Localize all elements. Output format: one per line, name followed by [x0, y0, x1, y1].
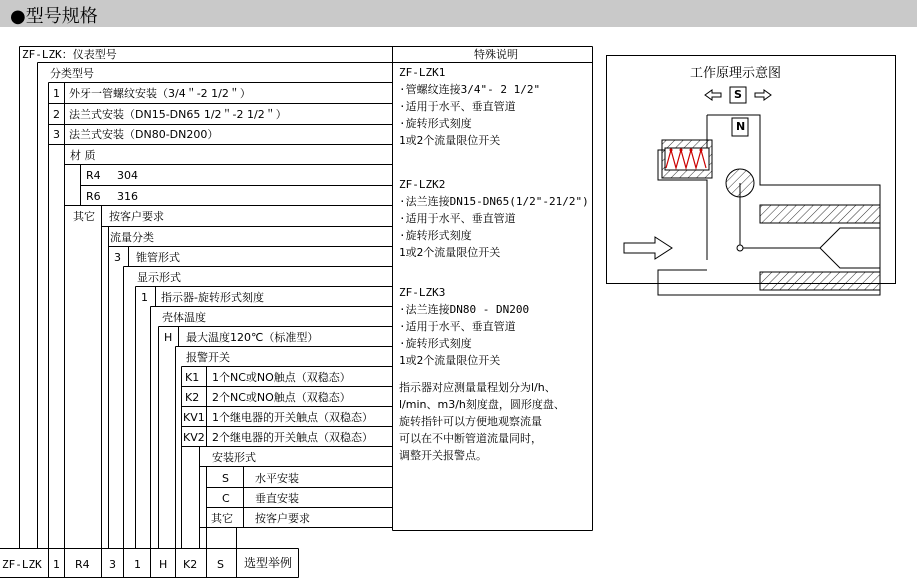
category-code: 1	[53, 87, 60, 100]
alarm-desc: 1个NC或NO触点（双稳态）	[212, 371, 351, 384]
alarm-code: KV1	[183, 411, 205, 424]
category-desc: 法兰式安装（DN15-DN65 1/2＂-2 1/2＂）	[69, 108, 287, 121]
category-code: 3	[53, 128, 60, 141]
temp-code: H	[164, 331, 173, 344]
flow-code: 3	[114, 251, 121, 264]
install-desc: 按客户要求	[255, 512, 310, 525]
note-lzk3: ZF-LZK3 ·法兰连接DN80 - DN200 ·适用于水平、垂直管道 ·旋转形式刻度 1或2个流量限位开关	[399, 286, 530, 367]
install-code: S	[222, 472, 229, 485]
example-cell: K2	[183, 558, 198, 571]
material-desc: 304	[117, 169, 138, 182]
example-label: 选型举例	[244, 556, 293, 570]
n-label: N	[736, 120, 746, 133]
example-cell: 3	[109, 558, 116, 571]
notes-header: 特殊说明	[474, 48, 518, 61]
other-desc: 按客户要求	[109, 210, 164, 223]
flow-desc: 锥管形式	[136, 251, 180, 264]
alarm-label: 报警开关	[186, 351, 230, 364]
alarm-code: K2	[185, 391, 200, 404]
install-desc: 水平安装	[255, 472, 299, 485]
temp-label: 壳体温度	[162, 311, 206, 324]
material-desc: 316	[117, 190, 138, 203]
alarm-code: KV2	[183, 431, 205, 444]
flow-label: 流量分类	[110, 231, 154, 244]
note-indicator: 指示器对应测量量程划分为l/h、 l/min、m3/h刻度盘，圆形度盘、 旋转指针可以方便地观察流量 可以在不中断管道流量同时， 调整开关报警点。	[399, 381, 565, 462]
temp-desc: 最大温度120℃（标准型）	[186, 331, 319, 344]
install-label: 安装形式	[212, 451, 256, 464]
material-code: R6	[86, 190, 101, 203]
s-label: S	[734, 88, 742, 101]
category-label: 分类型号	[50, 67, 94, 80]
model-label: ZF-LZK：仪表型号	[22, 48, 117, 61]
example-cell: R4	[75, 558, 90, 571]
material-label: 材 质	[70, 149, 96, 162]
display-code: 1	[141, 291, 148, 304]
section-title: ●型号规格	[10, 6, 98, 27]
example-cell: H	[159, 558, 168, 571]
install-code: 其它	[211, 512, 233, 525]
note-lzk2: ZF-LZK2 ·法兰连接DN15-DN65(1/2"-21/2") ·适用于水平、垂直管道 ·旋转形式刻度 1或2个流量限位开关	[399, 178, 589, 259]
right-arrow-icon	[755, 90, 771, 100]
alarm-desc: 2个继电器的开关触点（双稳态）	[212, 431, 373, 444]
display-label: 显示形式	[137, 271, 181, 284]
material-code: R4	[86, 169, 101, 182]
example-cell: S	[217, 558, 224, 571]
example-cell: ZF-LZK	[2, 558, 42, 571]
note-lzk1: ZF-LZK1 ·管螺纹连接3/4"- 2 1/2" ·适用于水平、垂直管道 ·旋转形式刻度 1或2个流量限位开关	[399, 66, 541, 147]
diagram-title: 工作原理示意图	[690, 66, 782, 81]
alarm-code: K1	[185, 371, 200, 384]
other-code: 其它	[73, 210, 95, 223]
example-cell: 1	[53, 558, 60, 571]
alarm-desc: 2个NC或NO触点（双稳态）	[212, 391, 351, 404]
example-cell: 1	[134, 558, 141, 571]
install-code: C	[222, 492, 230, 505]
left-arrow-icon	[705, 90, 721, 100]
alarm-desc: 1个继电器的开关触点（双稳态）	[212, 411, 373, 424]
install-desc: 垂直安装	[255, 492, 299, 505]
category-code: 2	[53, 108, 60, 121]
category-desc: 外牙一管螺纹安装（3/4＂-2 1/2＂）	[69, 87, 251, 100]
category-desc: 法兰式安装（DN80-DN200）	[69, 128, 219, 141]
display-desc: 指示器-旋转形式刻度	[161, 291, 264, 304]
